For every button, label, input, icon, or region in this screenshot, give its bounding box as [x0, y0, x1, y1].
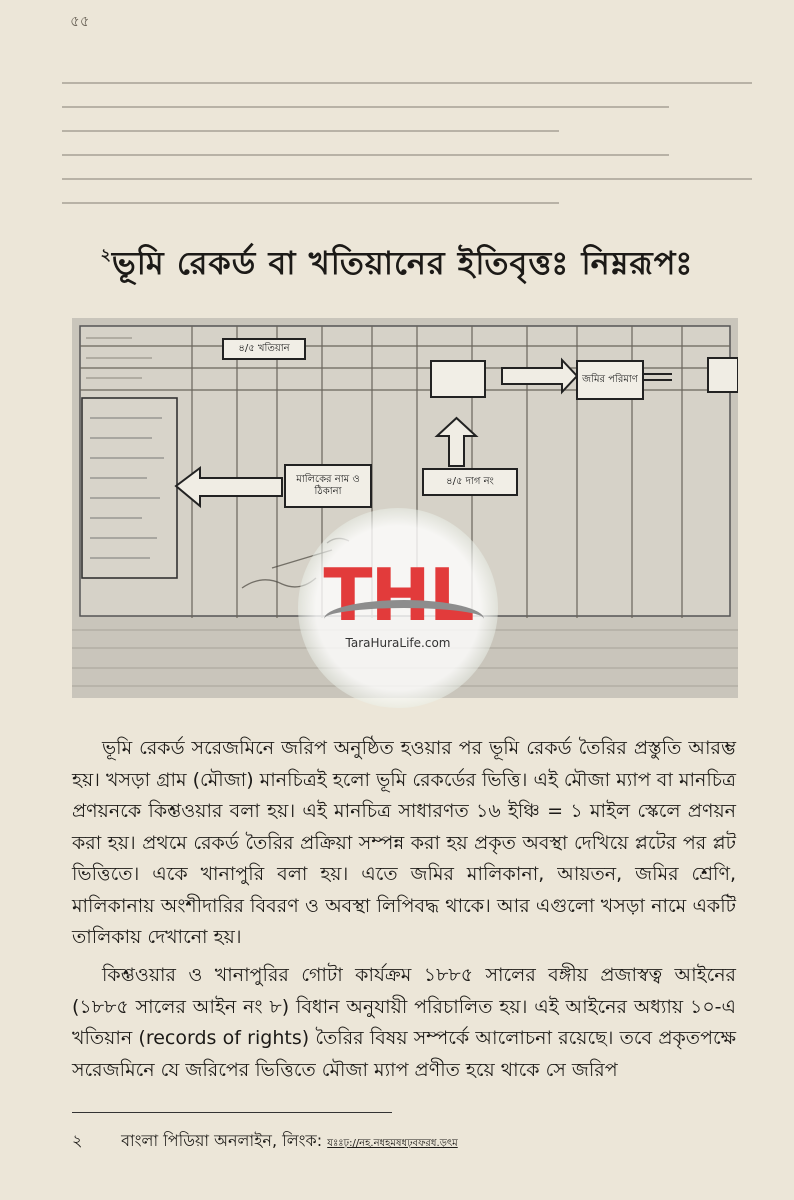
footnote — [72, 1128, 732, 1155]
callout-owner-box: মালিকের নাম ও ঠিকানা — [284, 464, 372, 508]
footnote-divider — [72, 1112, 392, 1113]
footnote-marker: ২ — [72, 1131, 83, 1150]
heading-text: ভূমি রেকর্ড বা খতিয়ানের ইতিবৃত্তঃ নিম্নরূপঃ — [111, 244, 694, 282]
watermark-swoosh — [324, 600, 484, 638]
section-heading — [0, 238, 794, 292]
body-paragraph-1: ভূমি রেকর্ড সরেজমিনে জরিপ অনুষ্ঠিত হওয়ার পর ভূমি রেকর্ড তৈরির প্রস্তুতি আরম্ভ হয়। খসড়া গ্রাম (মৌজা) মানচিত্রই হলো ভূমি রেকর্ডের ভিত্তি। এই মৌজা ম্যাপ বা মানচিত্র প্রণয়নকে কিশ্তওয়ার বলা হয়। এই মানচিত্র সাধারণত ১৬ ইঞ্চি = ১ মাইল স্কেলে প্রণয়ন করা হয়। প্রথমে রেকর্ড তৈরির প্রক্রিয়া সম্পন্ন করা হয় প্রকৃত অবস্থা দেখিয়ে প্লটের পর প্লট ভিত্তিতে। একে খানাপুরি বলা হয়। এতে জমির মালিকানা, আয়তন, জমির শ্রেণি, মালিকানায় অংশীদারির বিবরণ ও অবস্থা লিপিবদ্ধ থাকে। আর এগুলো খসড়া নামে একটি তালিকায় দেখানো হয়। — [72, 737, 736, 948]
site-watermark — [298, 508, 498, 708]
footnote-text: বাংলা পিডিয়া অনলাইন, লিংক: — [121, 1131, 323, 1150]
heading-footnote-marker: ২ — [100, 245, 112, 264]
bleed-through-text — [62, 60, 752, 235]
callout-top-box: ৪/৫ খতিয়ান — [222, 338, 306, 360]
callout-mid-upper-box — [430, 360, 486, 398]
callout-area-box: জমির পরিমাণ — [576, 360, 644, 400]
watermark-site: TaraHuraLife.com — [345, 636, 451, 650]
callout-plot-box: ৪/৫ দাগ নং — [422, 468, 518, 496]
watermark-logo: THL — [323, 553, 473, 637]
footnote-link[interactable]: যঃঃঢ়://নহ.নধহমষধঢ়বফরধ.ড়ৎম — [327, 1138, 458, 1149]
page-number: ৫৫ — [70, 12, 90, 30]
body-paragraph-2: কিশ্তওয়ার ও খানাপুরির গোটা কার্যক্রম ১৮৮৫ সালের বঙ্গীয় প্রজাস্বত্ব আইনের (১৮৮৫ সালের আইন নং ৮) বিধান অনুযায়ী পরিচালিত হয়। এই আইনের অধ্যায় ১০-এ খতিয়ান (records of rights) তৈরির বিষয় সম্পর্কে আলোচনা রয়েছে। তবে প্রকৃতপক্ষে সরেজমিনে যে জরিপের ভিত্তিতে মৌজা ম্যাপ প্রণীত হয়ে থাকে সে জরিপ — [72, 964, 736, 1081]
running-header — [70, 10, 754, 35]
